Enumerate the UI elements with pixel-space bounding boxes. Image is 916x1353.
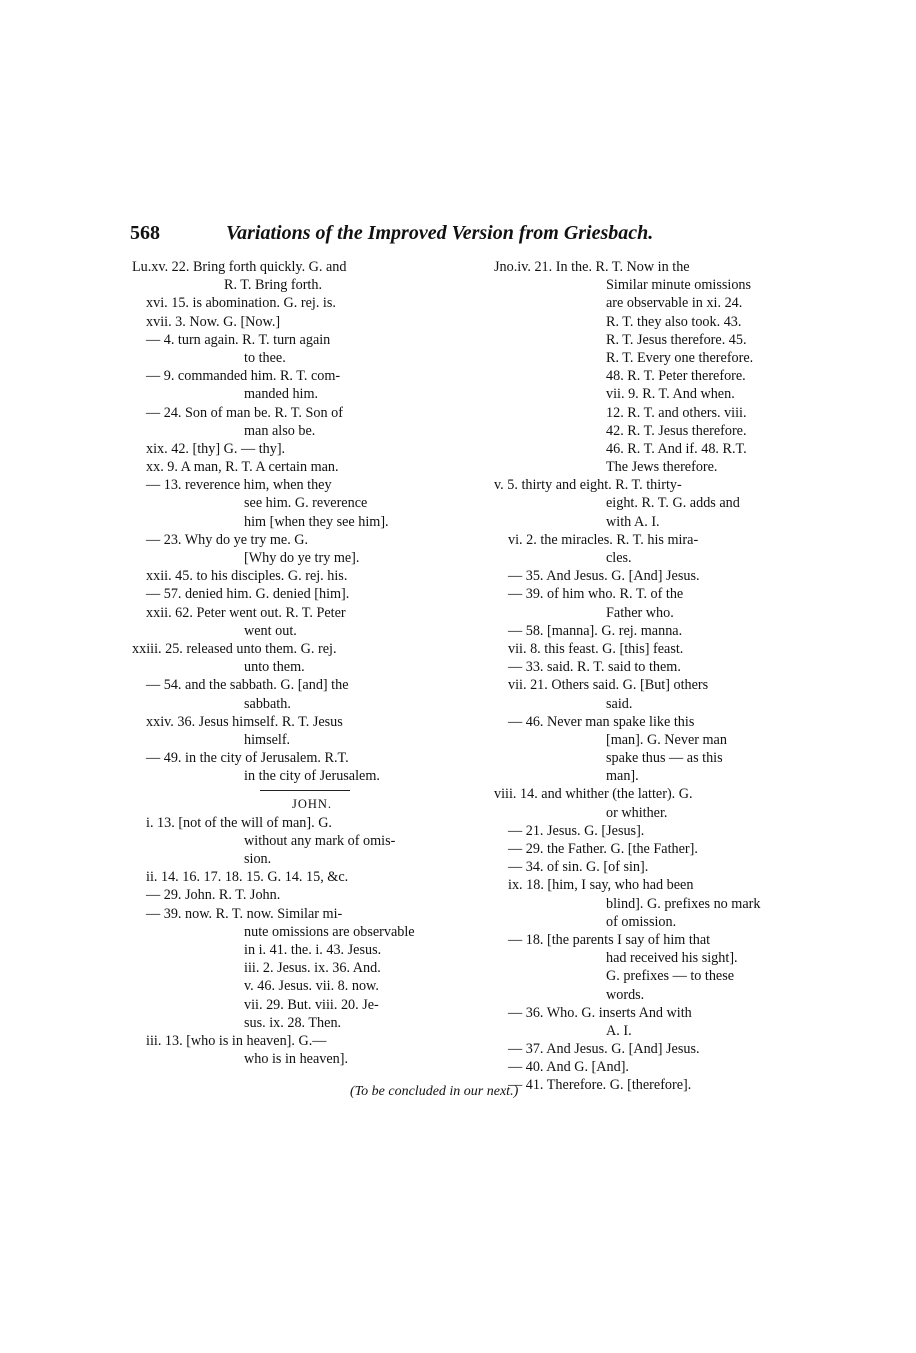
right-line: vii. 21. Others said. G. [But] others — [508, 677, 709, 694]
right-line: Jno.iv. 21. In the. R. T. Now in the — [494, 259, 690, 275]
left-line: see him. G. reverence — [244, 495, 368, 512]
right-line: 42. R. T. Jesus therefore. — [606, 422, 747, 439]
left-line: in i. 41. the. i. 43. Jesus. — [244, 941, 382, 958]
left-line: sion. — [244, 851, 272, 867]
left-line: man also be. — [244, 422, 316, 439]
right-line: man]. — [606, 768, 639, 785]
left-line: unto them. — [244, 659, 305, 676]
left-line: nute omissions are observable — [244, 923, 415, 940]
left-line: — 39. now. R. T. now. Similar mi- — [146, 905, 343, 922]
left-line: [Why do ye try me]. — [244, 550, 360, 566]
left-line: — 49. in the city of Jerusalem. R.T. — [146, 750, 349, 767]
left-line: Lu.xv. 22. Bring forth quickly. G. and — [132, 259, 347, 275]
left-line: xxiii. 25. released unto them. G. rej. — [132, 640, 337, 657]
right-line: spake thus — as this — [606, 750, 723, 767]
right-line: cles. — [606, 550, 632, 566]
left-line: iii. 2. Jesus. ix. 36. And. — [244, 960, 381, 977]
left-line: himself. — [244, 731, 291, 748]
left-line: in the city of Jerusalem. — [244, 768, 380, 785]
left-line: R. T. Bring forth. — [224, 277, 322, 294]
left-line: v. 46. Jesus. vii. 8. now. — [244, 978, 379, 995]
right-line: Similar minute omissions — [606, 277, 752, 294]
right-line: — 39. of him who. R. T. of the — [508, 586, 684, 603]
right-line: had received his sight]. — [606, 950, 738, 967]
continuation-note: (To be concluded in our next.) — [350, 1084, 519, 1099]
right-line: vi. 2. the miracles. R. T. his mira- — [508, 531, 699, 548]
right-line: — 29. the Father. G. [the Father]. — [508, 841, 698, 857]
left-line: — 57. denied him. G. denied [him]. — [146, 586, 350, 603]
right-line: ix. 18. [him, I say, who had been — [508, 877, 694, 894]
right-line: The Jews therefore. — [606, 459, 718, 476]
right-line: — 36. Who. G. inserts And with — [508, 1004, 692, 1021]
right-line: A. I. — [606, 1022, 632, 1039]
right-line: eight. R. T. G. adds and — [606, 495, 740, 512]
left-line: — 4. turn again. R. T. turn again — [146, 331, 331, 348]
right-line: 48. R. T. Peter therefore. — [606, 368, 746, 385]
right-line: — 58. [manna]. G. rej. manna. — [508, 622, 683, 639]
left-line: iii. 13. [who is in heaven]. G.— — [146, 1032, 327, 1049]
right-line: R. T. Jesus therefore. 45. — [606, 331, 747, 348]
left-line: — 23. Why do ye try me. G. — [146, 531, 309, 548]
right-line: blind]. G. prefixes no mark — [606, 895, 761, 912]
left-line: xxii. 45. to his disciples. G. rej. his. — [146, 568, 348, 585]
left-line: to thee. — [244, 349, 286, 366]
left-line: went out. — [244, 622, 297, 639]
page-header — [130, 222, 820, 252]
right-line: — 40. And G. [And]. — [508, 1059, 629, 1076]
right-line: or whither. — [606, 804, 668, 821]
right-line: 46. R. T. And if. 48. R.T. — [606, 440, 747, 457]
right-line: — 33. said. R. T. said to them. — [508, 659, 681, 676]
left-line: i. 13. [not of the will of man]. G. — [146, 814, 332, 831]
right-column — [494, 258, 818, 1095]
left-line: manded him. — [244, 386, 319, 403]
right-line: — 35. And Jesus. G. [And] Jesus. — [508, 568, 700, 585]
left-line: xxii. 62. Peter went out. R. T. Peter — [146, 604, 346, 621]
right-line: said. — [606, 695, 633, 712]
left-line: — 29. John. R. T. John. — [146, 887, 281, 904]
right-line: v. 5. thirty and eight. R. T. thirty- — [494, 477, 682, 494]
right-line: of omission. — [606, 913, 677, 930]
left-line: who is in heaven]. — [244, 1051, 349, 1068]
right-line: — 34. of sin. G. [of sin]. — [508, 859, 649, 876]
right-line: — 41. Therefore. G. [therefore]. — [508, 1077, 692, 1094]
right-line: — 18. [the parents I say of him that — [508, 931, 711, 948]
right-line: R. T. Every one therefore. — [606, 349, 754, 366]
left-line: sabbath. — [244, 695, 291, 712]
left-line: — 54. and the sabbath. G. [and] the — [146, 677, 349, 694]
right-line: — 37. And Jesus. G. [And] Jesus. — [508, 1041, 700, 1058]
right-line: — 46. Never man spake like this — [508, 713, 695, 730]
right-line: with A. I. — [606, 513, 660, 530]
left-line: — 9. commanded him. R. T. com- — [146, 368, 341, 385]
running-title: Variations of the Improved Version from Griesbach. — [226, 222, 654, 244]
right-line: are observable in xi. 24. — [606, 295, 743, 312]
left-line: — 24. Son of man be. R. T. Son of — [146, 404, 343, 421]
left-line: ii. 14. 16. 17. 18. 15. G. 14. 15, &c. — [146, 869, 349, 886]
right-line: 12. R. T. and others. viii. — [606, 404, 747, 421]
left-line: xvi. 15. is abomination. G. rej. is. — [146, 295, 336, 312]
left-column — [132, 258, 482, 1068]
page-number: 568 — [130, 222, 160, 244]
right-line: [man]. G. Never man — [606, 731, 727, 748]
right-line: words. — [606, 986, 645, 1003]
left-line: vii. 29. But. viii. 20. Je- — [244, 996, 379, 1013]
section-divider — [132, 785, 482, 795]
left-line: xvii. 3. Now. G. [Now.] — [146, 313, 281, 330]
left-line: — 13. reverence him, when they — [146, 477, 332, 494]
left-line: sus. ix. 28. Then. — [244, 1014, 342, 1031]
right-line: viii. 14. and whither (the latter). G. — [494, 786, 693, 803]
right-line: vii. 9. R. T. And when. — [606, 386, 735, 403]
right-line: — 21. Jesus. G. [Jesus]. — [508, 822, 645, 839]
section-heading-john: JOHN. — [291, 797, 333, 812]
right-line: Father who. — [606, 604, 674, 621]
left-line: xx. 9. A man, R. T. A certain man. — [146, 459, 339, 476]
right-line: vii. 8. this feast. G. [this] feast. — [508, 640, 684, 657]
right-line: R. T. they also took. 43. — [606, 313, 742, 330]
left-line: him [when they see him]. — [244, 513, 389, 530]
left-line: without any mark of omis- — [244, 832, 396, 849]
left-line: xix. 42. [thy] G. — thy]. — [146, 440, 286, 457]
left-line: xxiv. 36. Jesus himself. R. T. Jesus — [146, 713, 343, 730]
right-line: G. prefixes — to these — [606, 968, 735, 985]
